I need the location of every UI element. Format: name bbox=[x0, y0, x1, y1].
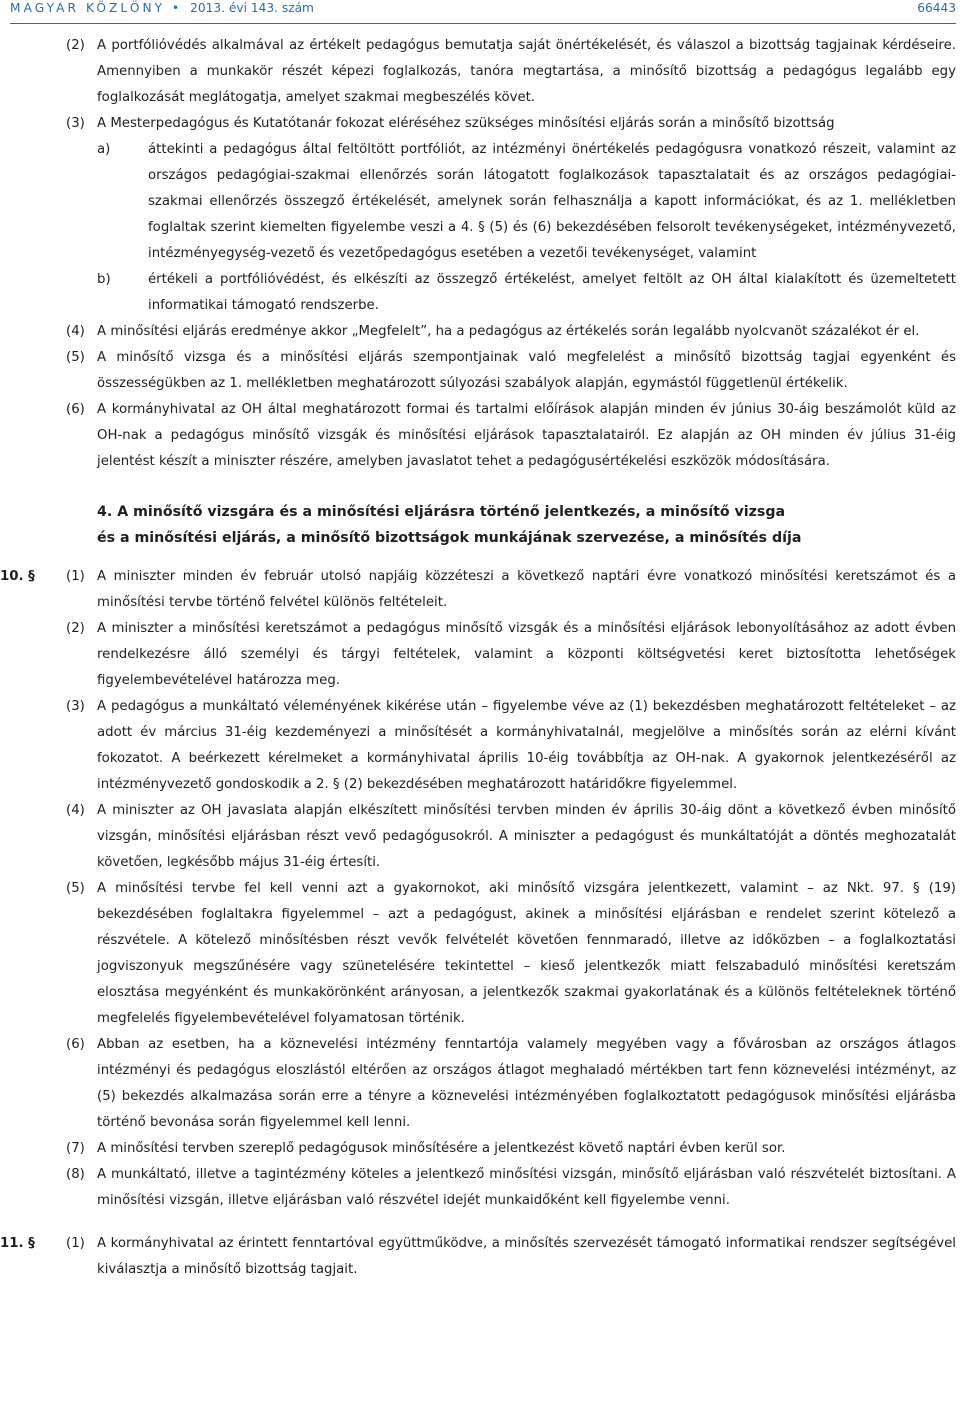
paragraph-number: (1) bbox=[66, 1236, 85, 1251]
header-divider bbox=[10, 23, 956, 24]
paragraph-text: A pedagógus a munkáltató véleményének kikérése után – figyelembe véve az (1) bekezdésben meghatározott feltételeket – az adott év március 31-éig kezdeményezi a minősítését a kormányhivatalnál, megjelölve a minősítés során az elérni kívánt fokozatot. A beérkezett kérelmeket a kormányhivatal április 10-éig továbbítja az OH-nak. A gyakornok jelentkezéséről az intézményvezető gondoskodik a 2. § (2) bekezdésében meghatározott határidőkre figyelemmel. bbox=[97, 699, 956, 792]
point-text: értékeli a portfólióvédést, és elkészíti az összegző értékelést, amelyet feltölt az OH által kialakított és üzemeltetett informatikai támogató rendszerbe. bbox=[148, 272, 956, 313]
page-number: 66443 bbox=[917, 1, 956, 15]
section-10-paragraph-1 bbox=[0, 564, 960, 616]
paragraph-number: (2) bbox=[66, 38, 85, 53]
chapter-heading-line-1: 4. A minősítő vizsgára és a minősítési eljárásra történő jelentkezés, a minősítő vizsga bbox=[97, 504, 786, 520]
section-10-paragraph-5 bbox=[0, 876, 960, 1032]
paragraph-text: A miniszter a minősítési keretszámot a pedagógus minősítő vizsgák és a minősítési eljárások lebonyolításához az adott évben rendelkezésre álló személyi és tárgyi feltételek, valamint a központi költségvetési keret biztosította lehetőségek figyelembevételével határozza meg. bbox=[97, 621, 956, 688]
paragraph-number: (8) bbox=[66, 1167, 85, 1182]
paragraph-number: (3) bbox=[66, 116, 85, 131]
paragraph-text: A minősítő vizsga és a minősítési eljárás szempontjainak való megfelelést a minősítő bizottság tagjai egyenként és összességükben az 1. mellékletben meghatározott súlyozási szabályok alapján, egymástól függetlenül értékelik. bbox=[97, 350, 956, 391]
header-bullet: • bbox=[172, 1, 180, 15]
chapter-heading bbox=[0, 499, 960, 551]
paragraph-text: A minősítési eljárás eredménye akkor „Megfelelt”, ha a pedagógus az értékelés során legalább nyolcvanöt százalékot ér el. bbox=[97, 324, 920, 339]
point-b bbox=[0, 267, 960, 319]
section-10-paragraph-6 bbox=[0, 1032, 960, 1136]
section-label: 10. § bbox=[0, 569, 35, 584]
paragraph-number: (6) bbox=[66, 1037, 85, 1052]
section-10-paragraph-7 bbox=[0, 1136, 960, 1162]
paragraph-2 bbox=[0, 33, 960, 111]
page-header bbox=[10, 0, 956, 24]
publication-title: MAGYAR KÖZLÖNY bbox=[10, 1, 166, 15]
point-a bbox=[0, 137, 960, 267]
paragraph-number: (2) bbox=[66, 621, 85, 636]
paragraph-text: A Mesterpedagógus és Kutatótanár fokozat eléréséhez szükséges minősítési eljárás során a minősítő bizottság bbox=[97, 116, 835, 131]
paragraph-6 bbox=[0, 397, 960, 475]
paragraph-number: (4) bbox=[66, 803, 85, 818]
point-text: áttekinti a pedagógus által feltöltött portfóliót, az intézményi önértékelés pedagógusra vonatkozó részeit, valamint az országos pedagógiai-szakmai ellenőrzés során látogatott foglalkozások tapasztalatait és az országos pedagógiai-szakmai ellenőrzés összegző értékelését, amelynek során felhasználja a kapott információkat, és az 1. mellékletben foglaltak szerint kiemelten figyelembe veszi a 4. § (5) és (6) bekezdésében felsorolt tevékenységeket, intézményvezető, intézményegység-vezető és vezetőpedagógus esetében a vezetői tevékenységet, valamint bbox=[148, 142, 956, 261]
paragraph-text: A munkáltató, illetve a tagintézmény köteles a jelentkező minősítési vizsgán, minősítő eljárásban való részvételét biztosítani. A minősítési vizsgán, illetve eljárásban való részvétel idejét munkaidőként kell figyelembe venni. bbox=[97, 1167, 956, 1208]
section-10-paragraph-8 bbox=[0, 1162, 960, 1214]
paragraph-3 bbox=[0, 111, 960, 137]
paragraph-text: A miniszter az OH javaslata alapján elkészített minősítési tervben minden év április 30-áig dönt a következő évben minősítő vizsgán, minősítési eljárásban részt vevő pedagógusokról. A miniszter a pedagógust és munkáltatóját a döntés meghozatalát követően, legkésőbb május 31-éig értesíti. bbox=[97, 803, 956, 870]
paragraph-text: A portfólióvédés alkalmával az értékelt pedagógus bemutatja saját önértékelését, és válaszol a bizottság tagjainak kérdéseire. Amennyiben a munkakör részét képezi foglalkozás, tanóra megtartása, a minősítő bizottság a pedagógus legalább egy foglalkozását meglátogatja, amelyet szakmai megbeszélés követ. bbox=[97, 38, 956, 105]
paragraph-number: (5) bbox=[66, 881, 85, 896]
point-label: b) bbox=[97, 272, 111, 287]
paragraph-number: (1) bbox=[66, 569, 85, 584]
paragraph-5 bbox=[0, 345, 960, 397]
section-10-paragraph-2 bbox=[0, 616, 960, 694]
paragraph-text: A miniszter minden év február utolsó napjáig közzéteszi a következő naptári évre vonatkozó minősítési keretszámot és a minősítési tervbe történő felvétel különös feltételeit. bbox=[97, 569, 956, 610]
point-label: a) bbox=[97, 142, 111, 157]
section-label: 11. § bbox=[0, 1236, 35, 1251]
paragraph-number: (7) bbox=[66, 1141, 85, 1156]
paragraph-number: (3) bbox=[66, 699, 85, 714]
paragraph-4 bbox=[0, 319, 960, 345]
paragraph-text: A minősítési tervbe fel kell venni azt a gyakornokot, aki minősítő vizsgára jelentkezett, valamint – az Nkt. 97. § (19) bekezdésében foglaltakra figyelemmel – azt a pedagógust, akinek a minősítési eljárásban e rendelet szerint kötelező a részvétele. A kötelező minősítésben részt vevők felvételét követően fennmaradó, illetve az időközben – a foglalkoztatási jogviszonyuk megszűnésére vagy szünetelésére tekintettel – kieső jelentkezők miatt felszabaduló minősítési keretszám elosztása megyénként és munkakörönként arányosan, a jelentkezők szakmai gyakorlatának és a különös feltételeknek történő megfelelés figyelembevételével folyamatosan történik. bbox=[97, 881, 956, 1026]
section-10-paragraph-4 bbox=[0, 798, 960, 876]
paragraph-text: Abban az esetben, ha a köznevelési intézmény fenntartója valamely megyében vagy a fővárosban az országos átlagos intézményi és pedagógus eloszlástól eltérően az országos átlagot meghaladó mértékben tart fenn köznevelési intézményt, az (5) bekezdés alkalmazása során erre a tényre a köznevelési intézményében foglalkoztatott pedagógusok minősítési eljárásba történő bevonása során figyelemmel kell lenni. bbox=[97, 1037, 956, 1130]
chapter-heading-line-2: és a minősítési eljárás, a minősítő bizottságok munkájának szervezése, a minősítés díja bbox=[97, 530, 802, 546]
section-11-paragraph-1 bbox=[0, 1231, 960, 1283]
paragraph-number: (5) bbox=[66, 350, 85, 365]
header-publication-info bbox=[10, 1, 314, 15]
issue-number: 2013. évi 143. szám bbox=[190, 1, 314, 15]
section-10-paragraph-3 bbox=[0, 694, 960, 798]
paragraph-text: A kormányhivatal az OH által meghatározott formai és tartalmi előírások alapján minden év június 30-áig beszámolót küld az OH-nak a pedagógus minősítő vizsgák és minősítési eljárások tapasztalatairól. Ez alapján az OH minden év július 31-éig jelentést készít a miniszter részére, amelyben javaslatot tehet a pedagógusértékelési eszközök módosítására. bbox=[97, 402, 956, 469]
paragraph-text: A kormányhivatal az érintett fenntartóval együttműködve, a minősítés szervezését támogató informatikai rendszer segítségével kiválasztja a minősítő bizottság tagjait. bbox=[97, 1236, 956, 1277]
paragraph-number: (6) bbox=[66, 402, 85, 417]
document-body bbox=[0, 33, 960, 1283]
paragraph-text: A minősítési tervben szereplő pedagógusok minősítésére a jelentkezést követő naptári évben kerül sor. bbox=[97, 1141, 786, 1156]
paragraph-number: (4) bbox=[66, 324, 85, 339]
